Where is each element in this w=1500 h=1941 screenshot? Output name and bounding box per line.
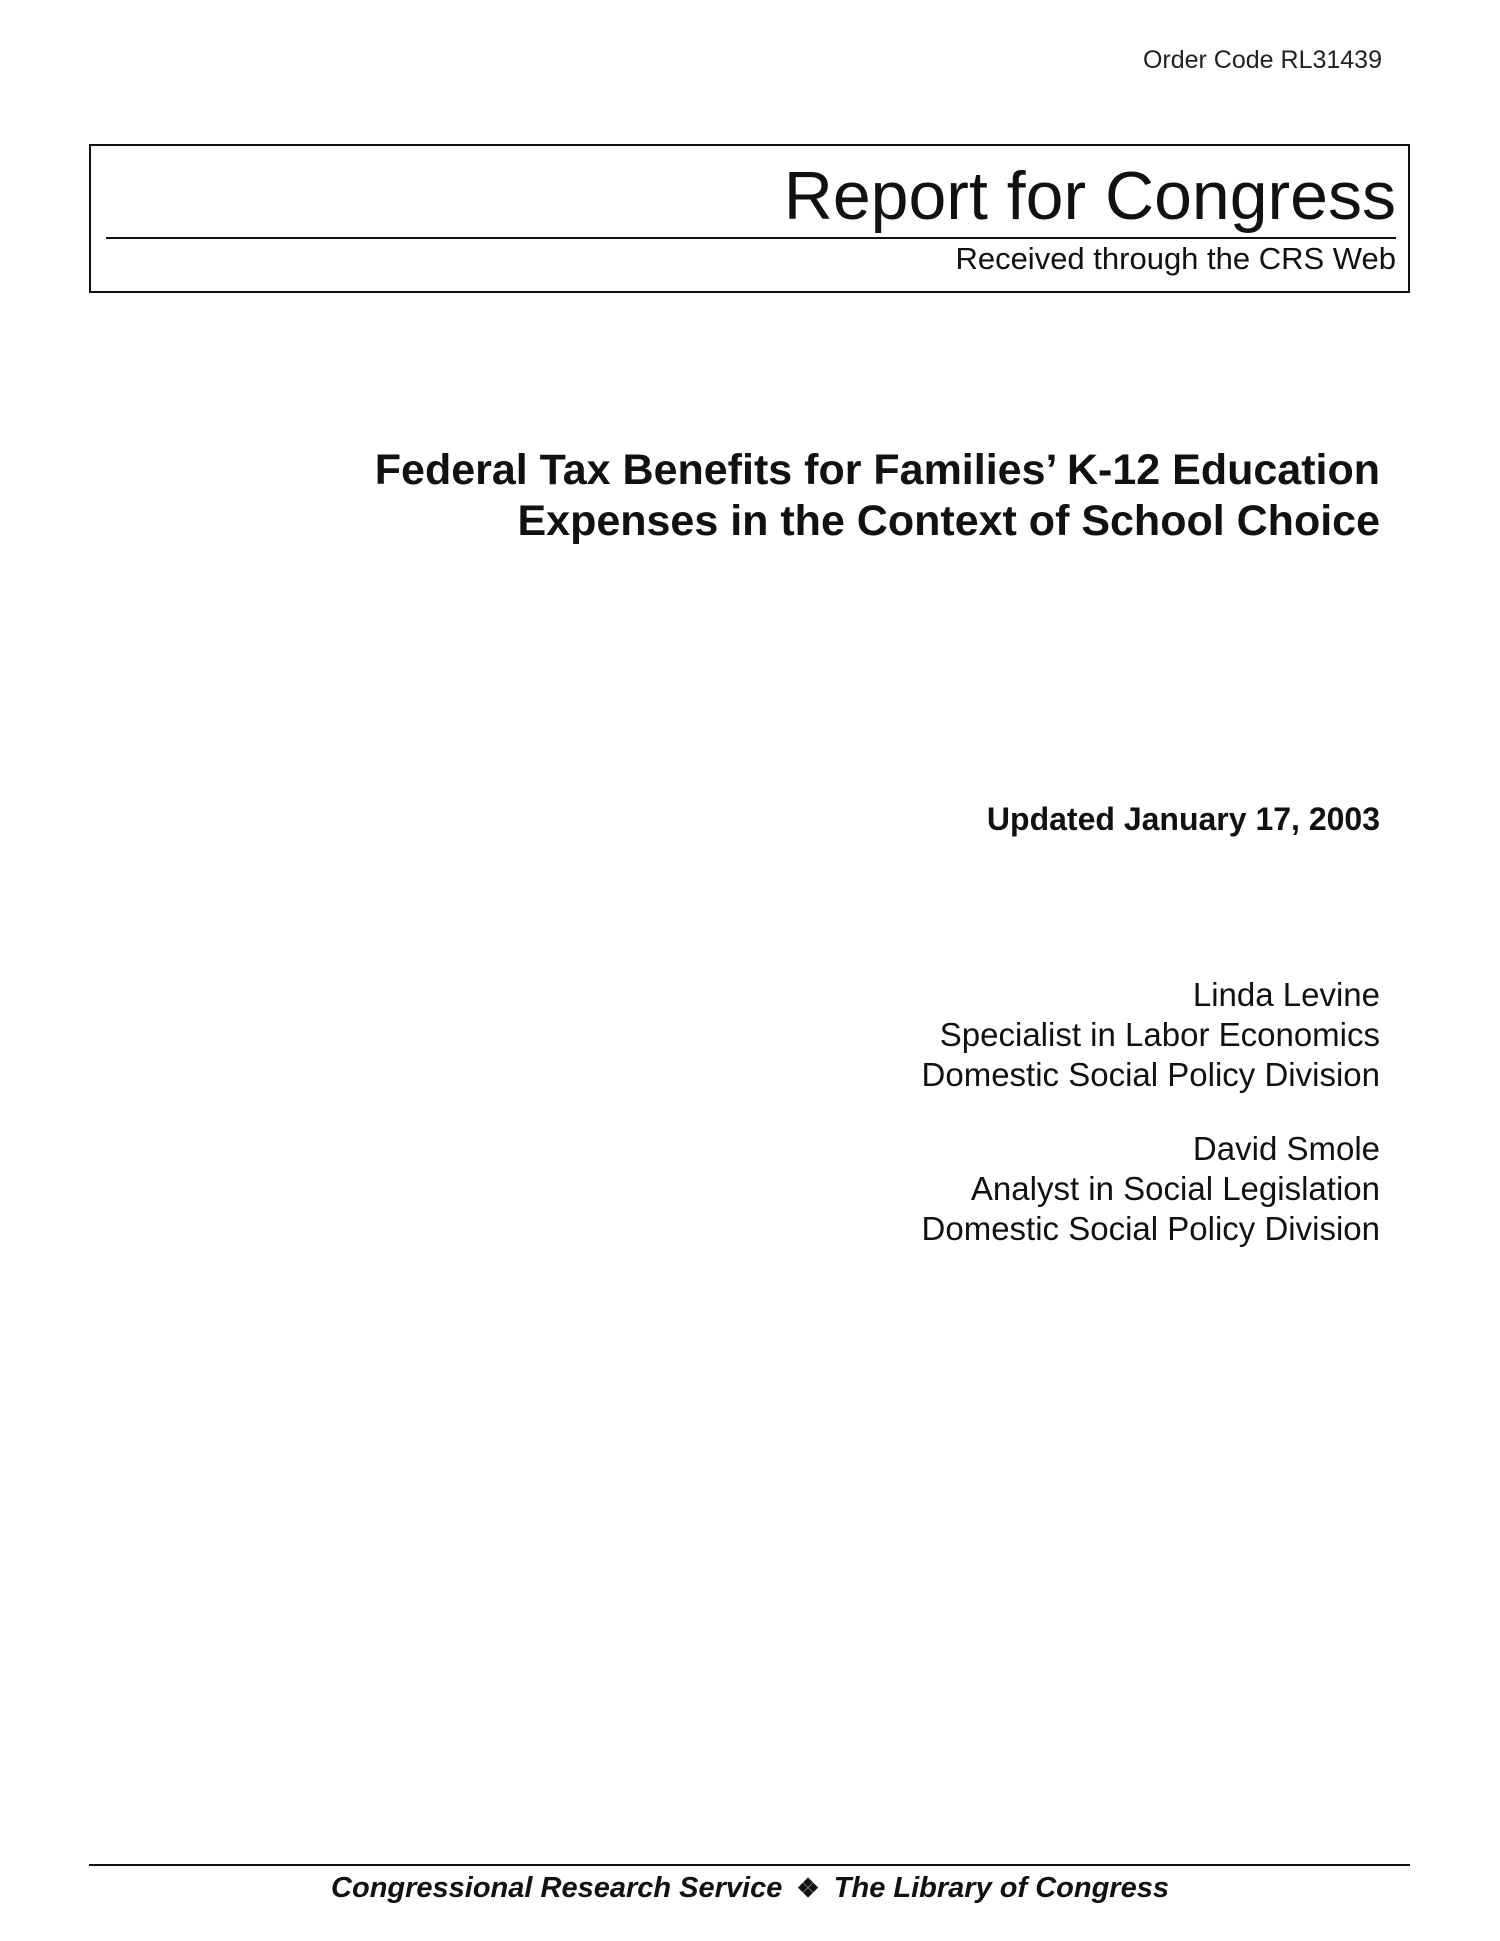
footer-rule (89, 1864, 1410, 1866)
author-block (922, 975, 1380, 1095)
report-header-rule (106, 237, 1396, 239)
report-title: Report for Congress (783, 158, 1396, 234)
author-block (922, 1129, 1380, 1249)
document-title-line: Federal Tax Benefits for Families’ K-12 Education (374, 446, 1380, 494)
author-position: Analyst in Social Legislation (970, 1170, 1380, 1207)
order-code: Order Code RL31439 (1142, 46, 1382, 74)
author-division: Domestic Social Policy Division (921, 1056, 1380, 1093)
footer (0, 1870, 1500, 1908)
author-name: Linda Levine (1192, 976, 1380, 1013)
document-title-line: Expenses in the Context of School Choice (517, 497, 1380, 545)
author-name: David Smole (1192, 1130, 1380, 1167)
footer-publisher: Congressional Research Service (331, 1872, 783, 1904)
author-position: Specialist in Labor Economics (939, 1016, 1380, 1053)
author-division: Domestic Social Policy Division (921, 1210, 1380, 1247)
diamond-separator-icon: ❖ (796, 1873, 820, 1903)
footer-library: The Library of Congress (833, 1872, 1169, 1904)
report-subtitle: Received through the CRS Web (955, 241, 1396, 276)
document-title (160, 445, 1380, 547)
updated-date: Updated January 17, 2003 (986, 801, 1380, 837)
